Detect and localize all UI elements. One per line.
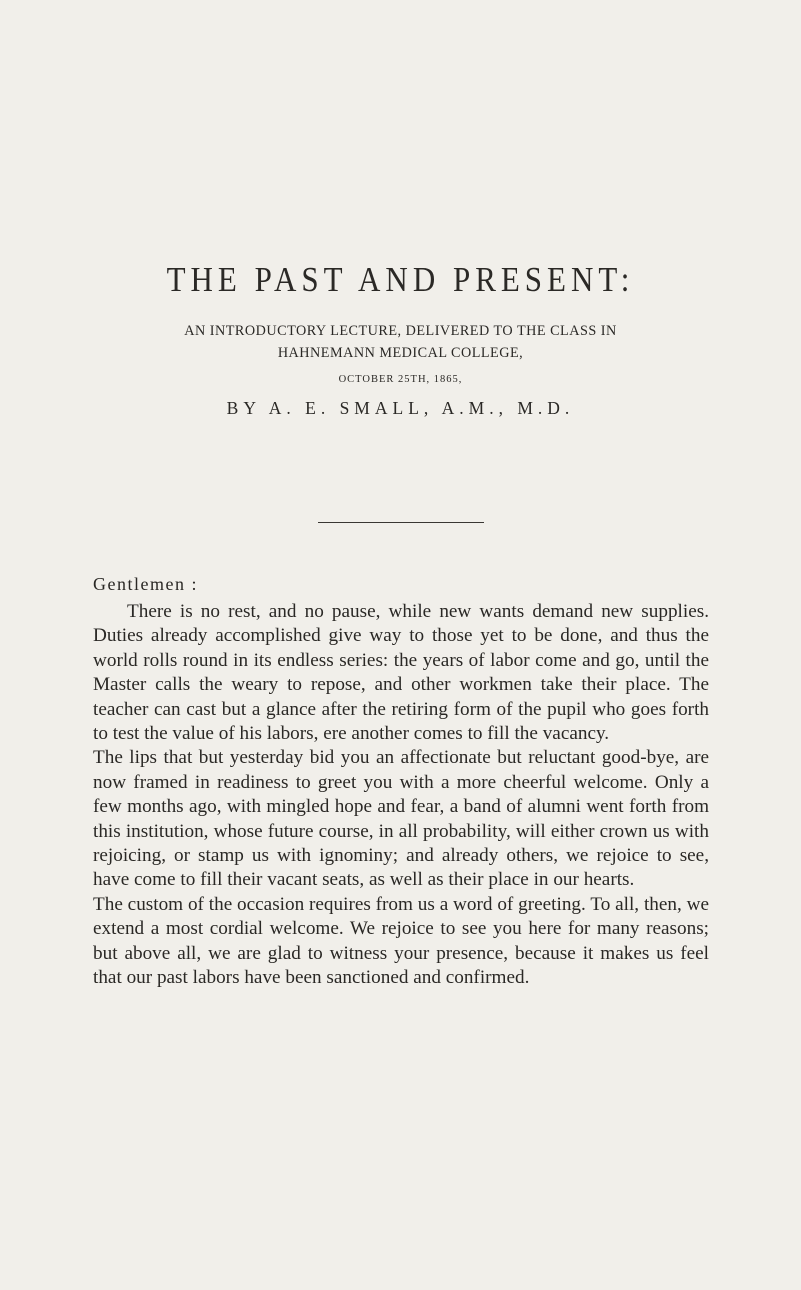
body-text <box>93 600 709 991</box>
divider-rule <box>318 522 484 523</box>
lecture-date: OCTOBER 25TH, 1865, <box>338 374 463 385</box>
author-line: BY A. E. SMALL, A.M., M.D. <box>226 398 575 418</box>
paragraph-1: There is no rest, and no pause, while new wants demand new supplies. Duties already accomplished give way to those yet to be done, and thus the world rolls round in its endless series: the years of labor come and go, until the Master calls the weary to repose, and other workmen take their place. The teacher can cast but a glance after the retiring form of the pupil who goes forth to test the value of his labors, ere another comes to fill the vacancy. <box>93 601 709 745</box>
salutation: Gentlemen : <box>93 574 198 594</box>
subtitle-line-2: HAHNEMANN MEDICAL COLLEGE, <box>277 345 524 361</box>
paragraph-2: The lips that but yesterday bid you an affectionate but reluctant good-bye, are now framed in readiness to greet you with a more cheerful welcome. Only a few months ago, with mingled hope and fear, a band of alumni went forth from this institution, whose future course, in all probability, will either crown us with rejoicing, or stamp us with ignominy; and already others, we rejoice to see, have come to fill their vacant seats, as well as their place in our hearts. <box>93 747 709 891</box>
page-title: THE PAST AND PRESENT: <box>166 259 635 299</box>
paragraph-3: The custom of the occasion requires from us a word of greeting. To all, then, we extend a most cordial welcome. We rejoice to see you here for many reasons; but above all, we are glad to witness your presence, because it makes us feel that our past labors have been sanctioned and confirmed. <box>93 893 709 989</box>
subtitle-line-1: AN INTRODUCTORY LECTURE, DELIVERED TO THE CLASS IN <box>184 323 617 339</box>
subtitle <box>0 320 801 364</box>
